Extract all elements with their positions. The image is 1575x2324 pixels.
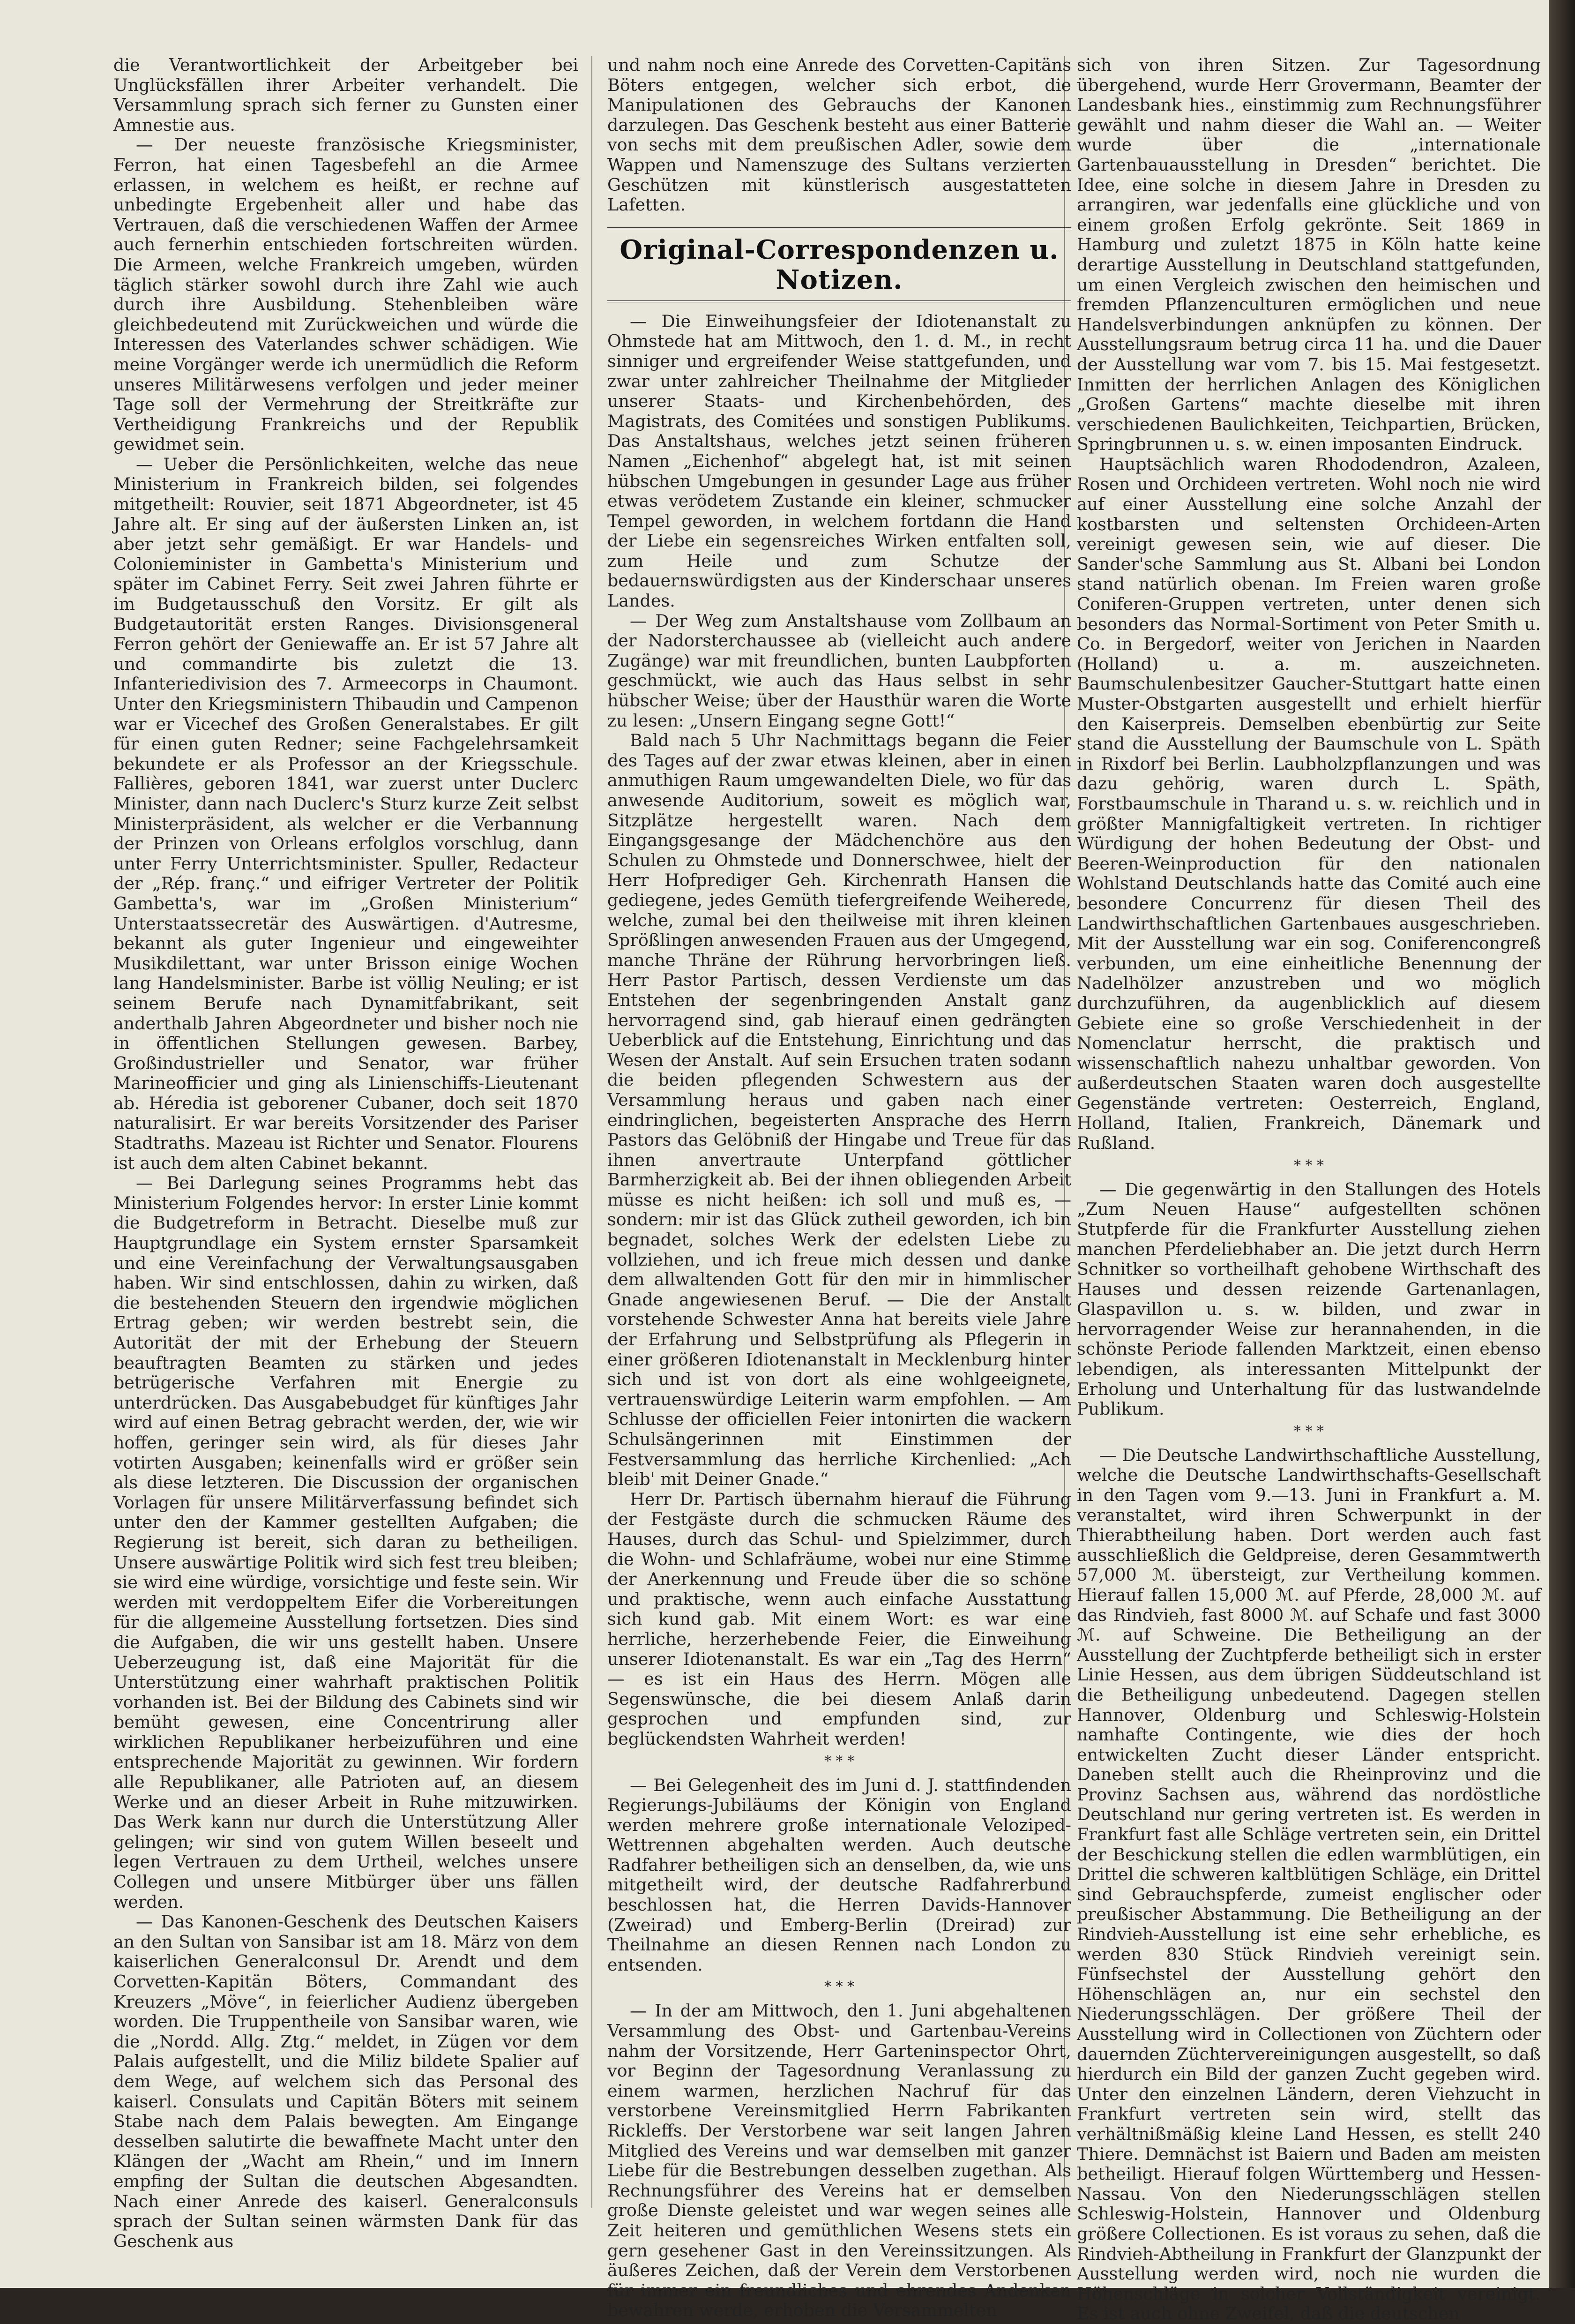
separator: * * * xyxy=(1293,1423,1324,1439)
section-heading: Original-Correspondenzen u. Notizen. xyxy=(607,227,1071,302)
column-1 xyxy=(113,55,578,2251)
scan-edge xyxy=(1549,0,1575,2288)
paragraph: und nahm noch eine Anrede des Corvetten-Capitäns Böters entgegen, welcher sich erbot, die Manipulationen des Gebrauchs der Kanonen darzulegen. Das Geschenk besteht aus einer Batterie von sechs mit dem preußischen Adler, sowie dem Wappen und Namenszuge des Sultans verzierten Geschützen mit künstlerisch ausgestatteten Lafetten. xyxy=(607,55,1071,215)
paragraph: — Das Kanonen-Geschenk des Deutschen Kaisers an den Sultan von Sansibar ist am 18. März von dem kaiserlichen Generalconsul Dr. Arendt und dem Corvetten-Kapitän Böters, Commandant des Kreuzers „Möve“, in feierlicher Audienz übergeben worden. Die Truppentheile von Sansibar waren, wie die „Nordd. Allg. Ztg.“ meldet, in Zügen vor dem Palais aufgestellt, und die Miliz bildete Spalier auf dem Wege, auf welchem sich das Personal des kaiserl. Consulats und Capitän Böters mit seinem Stabe nach dem Palais bewegten. Am Eingange desselben salutirte die bewaffnete Macht unter den Klängen der „Wacht am Rhein,“ und im Innern empfing der Sultan die deutschen Abgesandten. Nach einer Anrede des kaiserl. Generalconsuls sprach der Sultan seinen wärmsten Dank für das Geschenk aus xyxy=(113,1912,578,2251)
column-rule xyxy=(591,56,592,2208)
paragraph: — Die Deutsche Landwirthschaftliche Ausstellung, welche die Deutsche Landwirthschafts-Gesellschaft in den Tagen vom 9.—13. Juni in Frankfurt a. M. veranstaltet, wird ihren Schwerpunkt in der Thierabtheilung haben. Dort werden auch fast ausschließlich die Geldpreise, deren Gesammtwerth 57,000 ℳ. übersteigt, zur Vertheilung kommen. Hierauf fallen 15,000 ℳ. auf Pferde, 28,000 ℳ. auf das Rindvieh, fast 8000 ℳ. auf Schafe und fast 3000 ℳ. auf Schweine. Die Betheiligung an der Ausstellung der Zuchtpferde betheiligt sich in erster Linie Hessen, aus dem übrigen Süddeutschland ist die Betheiligung unbedeutend. Dagegen stellen Hannover, Oldenburg und Schleswig-Holstein namhafte Contingente, wie dies der hoch entwickelten Zucht dieser Länder entspricht. Daneben stellt auch die Rheinprovinz und die Provinz Sachsen aus, während das nordöstliche Deutschland nur gering vertreten ist. Es werden in Frankfurt fast alle Schläge vertreten sein, ein Drittel der Beschickung stellen die edlen warmblütigen, ein Drittel die schweren kaltblütigen Schläge, ein Drittel sind Gebrauchspferde, zumeist englischer oder preußischer Abstammung. Die Betheiligung an der Rindvieh-Ausstellung ist eine sehr erhebliche, es werden 830 Stück Rindvieh vereinigt sein. Fünfsechstel der Ausstellung gehört den Höhenschlägen an, nur ein sechstel den Niederungsschlägen. Der größere Theil der Ausstellung wird in Collectionen von Züchtern oder dauernden Züchtervereinigungen ausgestellt, so daß hierdurch ein Bild der ganzen Zucht gegeben wird. Unter den einzelnen Ländern, deren Viehzucht in Frankfurt vertreten sein wird, stellt das verhältnißmäßig kleine Land Hessen, es stellt 240 Thiere. Demnächst ist Baiern und Baden am meisten betheiligt. Hierauf folgen Württemberg und Hessen-Nassau. Von den Niederungsschlägen stellen Schleswig-Holstein, Hannover und Oldenburg größere Collectionen. Es ist voraus zu sehen, daß die Rindvieh-Abtheilung in Frankfurt der Glanzpunkt der Ausstellung werden wird, noch nie wurden die Höhenschläge in solcher Vollständigkeit vereinigt. Es ist auch ohne Zweifel, daß die deutschen xyxy=(1077,1445,1541,2324)
separator: * * * xyxy=(824,1979,855,1995)
paragraph: — Die Einweihungsfeier der Idiotenanstalt zu Ohmstede hat am Mittwoch, den 1. d. M., in recht sinniger und ergreifender Weise stattgefunden, und zwar unter zahlreicher Theilnahme der Mitglieder unserer Staats- und Kirchenbehörden, des Magistrats, des Comitées und sonstigen Publikums. Das Anstaltshaus, welches jetzt seinen früheren Namen „Eichenhof“ abgelegt hat, ist mit seinen hübschen Umgebungen in gesunder Lage aus früher etwas verödetem Zustande ein kleiner, schmucker Tempel geworden, in welchem fortdann die Hand der Liebe ein segensreiches Wirken entfalten soll, zum Heile und zum Schutze der bedauernswürdigsten aus der Kinderschaar unseres Landes. xyxy=(607,311,1071,611)
paragraph: sich von ihren Sitzen. Zur Tagesordnung übergehend, wurde Herr Grovermann, Beamter der Landesbank hies., einstimmig zum Rechnungsführer gewählt und nahm dieser die Wahl an. — Weiter wurde über die „internationale Gartenbauausstellung in Dresden“ berichtet. Die Idee, eine solche in diesem Jahre in Dresden zu arrangiren, war jedenfalls eine glückliche und von einem großen Erfolg gekrönte. Seit 1869 in Hamburg und zuletzt 1875 in Köln hatte keine derartige Ausstellung in Deutschland stattgefunden, um einen Vergleich zwischen den heimischen und fremden Pflanzenculturen ermöglichen und neue Handelsverbindungen anknüpfen zu können. Der Ausstellungsraum betrug circa 11 ha. und die Dauer der Ausstellung war vom 7. bis 15. Mai festgesetzt. Inmitten der herrlichen Anlagen des Königlichen „Großen Gartens“ machte dieselbe mit ihren verschiedenen Baulichkeiten, Teichpartien, Brücken, Springbrunnen u. s. w. einen imposanten Eindruck. xyxy=(1077,55,1541,455)
paragraph: — In der am Mittwoch, den 1. Juni abgehaltenen Versammlung des Obst- und Gartenbau-Vereins nahm der Vorsitzende, Herr Garteninspector Ohrt, vor Beginn der Tagesordnung Veranlassung zu einem warmen, herzlichen Nachruf für das verstorbene Vereinsmitglied Herrn Fabrikanten Rickleffs. Der Verstorbene war seit langen Jahren Mitglied des Vereins und war demselben mit ganzer Liebe für die Bestrebungen desselben zugethan. Als Rechnungsführer des Vereins hat er demselben große Dienste geleistet und war wegen seines alle Zeit heiteren und gemüthlichen Wesens stets ein gern gesehener Gast in den Vereinssitzungen. Als äußeres Zeichen, daß der Verein dem Verstorbenen für immer ein freundliches und ehrendes Andenken bewahren werde, erhoben die Versammelten xyxy=(607,2001,1071,2321)
paragraph: — Bei Gelegenheit des im Juni d. J. stattfindenden Regierungs-Jubiläums der Königin von England werden mehrere große internationale Veloziped-Wettrennen abgehalten werden. Auch deutsche Radfahrer betheiligen sich an denselben, da, wie uns mitgetheilt wird, der deutsche Radfahrerbund beschlossen hat, die Herren Davids-Hannover (Zweirad) und Emberg-Berlin (Dreirad) zur Theilnahme an diesen Rennen nach London zu entsenden. xyxy=(607,1775,1071,1975)
separator: * * * xyxy=(1293,1157,1324,1174)
paragraph: — Die gegenwärtig in den Stallungen des Hotels „Zum Neuen Hause“ aufgestellten schönen Stutpferde für die Frankfurter Ausstellung ziehen manchen Pferdeliebhaber an. Die jetzt durch Herrn Schnitker so vortheilhaft gehobene Wirthschaft des Hauses und dessen reizende Gartenanlagen, Glaspavillon u. s. w. bilden, und zwar in hervorragender Weise zur herannahenden, in die schönste Periode fallenden Marktzeit, einen ebenso lebendigen, als interessanten Mittelpunkt der Erholung und Unterhaltung für das lustwandelnde Publikum. xyxy=(1077,1179,1541,1419)
paragraph: — Der Weg zum Anstaltshause vom Zollbaum an der Nadorsterchaussee ab (vielleicht auch andere Zugänge) war mit freundlichen, bunten Laubpforten geschmückt, wie auch das Haus selbst in sehr hübscher Weise; über der Hausthür waren die Worte zu lesen: „Unsern Eingang segne Gott!“ xyxy=(607,610,1071,731)
paragraph: Bald nach 5 Uhr Nachmittags begann die Feier des Tages auf der zwar etwas kleinen, aber in einen anmuthigen Raum umgewandelten Diele, wo für das anwesende Auditorium, soweit es möglich war, Sitzplätze hergestellt waren. Nach dem Eingangsgesange der Mädchenchöre aus den Schulen zu Ohmstede und Donnerschwee, hielt der Herr Hofprediger Geh. Kirchenrath Hansen die gediegene, jedes Gemüth tiefergreifende Weiherede, welche, zumal bei den theilweise mit ihren kleinen Sprößlingen anwesenden Frauen aus der Umgegend, manche Thräne der Rührung hervorbringen ließ. Herr Pastor Partisch, dessen Verdienste um das Entstehen der segenbringenden Anstalt ganz hervorragend sind, gab hierauf einen gedrängten Ueberblick auf die Entstehung, Einrichtung und das Wesen der Anstalt. Auf sein Ersuchen traten sodann die beiden pflegenden Schwestern aus der Versammlung heraus und gaben nach einer eindringlichen, begeisterten Ansprache des Herrn Pastors das Gelöbniß der Hingabe und Treue für das ihnen anvertraute Unterpfand göttlicher Barmherzigkeit ab. Bei der ihnen obliegenden Arbeit müsse es nicht heißen: ich soll und muß es, — sondern: mir ist das Glück zutheil geworden, ich bin begnadet, solches Werk der edelsten Liebe zu vollziehen, und ich freue mich dessen und danke dem allwaltenden Gott für den mir in himmlischer Gnade angewiesenen Beruf. — Die der Anstalt vorstehende Schwester Anna hat bereits viele Jahre der Erfahrung und Selbstprüfung als Pflegerin in einer größeren Idiotenanstalt in Mecklenburg hinter sich und ist von dort als eine wohlgeeignete, vertrauenswürdige Leiterin warm empfohlen. — Am Schlusse der officiellen Feier intonirten die wackern Schulsängerinnen mit Einstimmen der Festversammlung das herrliche Kirchenlied: „Ach bleib' mit Deiner Gnade.“ xyxy=(607,730,1071,1490)
paragraph: Herr Dr. Partisch übernahm hierauf die Führung der Festgäste durch die schmucken Räume des Hauses, durch das Schul- und Spielzimmer, durch die Wohn- und Schlafräume, wobei nur eine Stimme der Anerkennung und Freude über die so schöne und praktische, wenn auch einfache Ausstattung sich kund gab. Mit einem Wort: es war eine herrliche, herzerhebende Feier, die Einweihung unserer Idiotenanstalt. Es war ein „Tag des Herrn“ — es ist ein Haus des Herrn. Mögen alle Segenswünsche, die bei diesem Anlaß darin gesprochen und empfunden sind, zur beglückendsten Wahrheit werden! xyxy=(607,1489,1071,1749)
paragraph: — Der neueste französische Kriegsminister, Ferron, hat einen Tagesbefehl an die Armee erlassen, in welchem es heißt, er rechne auf unbedingte Ergebenheit aller und habe das Vertrauen, daß die verschiedenen Waffen der Armee auch fernerhin entschieden fortschreiten würden. Die Armeen, welche Frankreich umgeben, würden täglich stärker sowohl durch ihre Zahl wie auch durch ihre Ausbildung. Stehenbleiben wäre gleichbedeutend mit Zurückweichen und würde die Interessen des Vaterlandes schwer schädigen. Wie meine Vorgänger werde ich unermüdlich die Reform unseres Militärwesens verfolgen und jeder meiner Tage soll der Vermehrung der Streitkräfte zur Vertheidigung Frankreichs und der Republik gewidmet sein. xyxy=(113,135,578,455)
separator: * * * xyxy=(824,1753,855,1769)
paragraph: — Bei Darlegung seines Programms hebt das Ministerium Folgendes hervor: In erster Linie kommt die Budgetreform in Betracht. Dieselbe muß zur Hauptgrundlage ein System ernster Sparsamkeit und eine Vereinfachung der Verwaltungsausgaben haben. Wir sind entschlossen, dahin zu wirken, daß die bestehenden Steuern den irgendwie möglichen Ertrag geben; wir werden bestrebt sein, die Autorität der mit der Erhebung der Steuern beauftragten Beamten zu stärken und jedes betrügerische Verfahren mit Energie zu unterdrücken. Das Ausgabebudget für künftiges Jahr wird auf einen Betrag gebracht werden, der, wie wir hoffen, geringer sein wird, als für dieses Jahr votirten Ausgaben; keinenfalls wird er größer sein als diese letzteren. Die Discussion der organischen Vorlagen für unsere Militärverfassung befindet sich unter den der Kammer gestellten Aufgaben; die Regierung ist bereit, sich daran zu betheiligen. Unsere auswärtige Politik wird sich fest treu bleiben; sie wird eine würdige, vorsichtige und feste sein. Wir werden mit verdoppeltem Eifer die Vorbereitungen für die allgemeine Ausstellung fortsetzen. Dies sind die Aufgaben, die wir uns gestellt haben. Unsere Ueberzeugung ist, daß eine Majorität für die Unterstützung einer wahrhaft praktischen Politik vorhanden ist. Bei der Bildung des Cabinets sind wir bemüht gewesen, eine Concentrirung aller wirklichen Republikaner herbeizuführen und eine entsprechende Majorität zu gewinnen. Wir fordern alle Republikaner, alle Patrioten auf, an diesem Werke und an dieser Arbeit in Ruhe mitzuwirken. Das Werk kann nur durch die Unterstützung Aller gelingen; wir sind von gutem Willen beseelt und legen Vertrauen zu dem Urtheil, welches unsere Collegen und unsere Mitbürger über uns fällen werden. xyxy=(113,1173,578,1912)
paragraph: die Verantwortlichkeit der Arbeitgeber bei Unglücksfällen ihrer Arbeiter verhandelt. Die Versammlung sprach sich ferner zu Gunsten einer Amnestie aus. xyxy=(113,55,578,135)
column-3 xyxy=(1077,55,1541,2324)
column-2 xyxy=(607,55,1071,2321)
paragraph: Hauptsächlich waren Rhododendron, Azaleen, Rosen und Orchideen vertreten. Wohl noch nie wird auf einer Ausstellung eine solche Anzahl der kostbarsten und seltensten Orchideen-Arten vereinigt gewesen sein, wie auf dieser. Die Sander'sche Sammlung aus St. Albani bei London stand natürlich obenan. Im Freien waren große Coniferen-Gruppen vertreten, unter denen sich besonders das Normal-Sortiment von Peter Smith u. Co. in Bergedorf, weiter von Jerichen in Naarden (Holland) u. a. m. auszeichneten. Baumschulenbesitzer Gaucher-Stuttgart hatte einen Muster-Obstgarten ausgestellt und erhielt hierfür den Kaiserpreis. Demselben ebenbürtig zur Seite stand die Ausstellung der Baumschule von L. Späth in Rixdorf bei Berlin. Laubholzpflanzungen und was dazu gehörig, waren durch L. Späth, Forstbaumschule in Tharand u. s. w. reichlich und in größter Mannigfaltigkeit vertreten. In richtiger Würdigung der hohen Bedeutung der Obst- und Beeren-Weinproduction für den nationalen Wohlstand Deutschlands hatte das Comité auch eine besondere Concurrenz für diesen Theil des Landwirthschaftlichen Gartenbaues ausgeschrieben. Mit der Ausstellung war ein sog. Coniferencongreß verbunden, um eine einheitliche Benennung der Nadelhölzer anzustreben und wo möglich durchzuführen, da augenblicklich auf diesem Gebiete eine so große Verschiedenheit in der Nomenclatur herrscht, die praktisch und wissenschaftlich nahezu unhaltbar geworden. Von außerdeutschen Staaten waren doch ausgestellte Gegenstände vertreten: Oesterreich, England, Holland, Italien, Frankreich, Dänemark und Rußland. xyxy=(1077,454,1541,1154)
paragraph: — Ueber die Persönlichkeiten, welche das neue Ministerium in Frankreich bilden, sei folgendes mitgetheilt: Rouvier, seit 1871 Abgeordneter, ist 45 Jahre alt. Er sing auf der äußersten Linken an, ist aber jetzt sehr gemäßigt. Er war Handels- und Colonieminister in Gambetta's Ministerium und später im Cabinet Ferry. Seit zwei Jahren führte er im Budgetausschuß den Vorsitz. Er gilt als Budgetautorität ersten Ranges. Divisionsgeneral Ferron gehört der Geniewaffe an. Er ist 57 Jahre alt und commandirte bis zuletzt die 13. Infanteriedivision des 7. Armeecorps in Chaumont. Unter den Kriegsministern Thibaudin und Campenon war er Vicechef des Großen Generalstabes. Er gilt für einen guten Redner; seine Fachgelehrsamkeit bekundete er als Professor an der Kriegsschule. Fallières, geboren 1841, war zuerst unter Duclerc Minister, dann nach Duclerc's Sturz kurze Zeit selbst Ministerpräsident, als welcher er die Verbannung der Prinzen von Orleans erfolglos vorschlug, dann unter Ferry Unterrichtsminister. Spuller, Redacteur der „Rép. franç.“ und eifriger Vertreter der Politik Gambetta's, war im „Großen Ministerium“ Unterstaatssecretär des Auswärtigen. d'Autresme, bekannt als guter Ingenieur und eingeweihter Musikdilettant, war unter Brisson einige Wochen lang Handelsminister. Barbe ist völlig Neuling; er ist seinem Berufe nach Dynamitfabrikant, seit anderthalb Jahren Abgeordneter und bisher noch nie in öffentlichen Stellungen gewesen. Barbey, Großindustrieller und Senator, war früher Marineofficier und ging als Linienschiffs-Lieutenant ab. Héredia ist geborener Cubaner, doch seit 1870 naturalisirt. Er war bereits Vorsitzender des Pariser Stadtraths. Mazeau ist Richter und Senator. Flourens ist auch dem alten Cabinet bekannt. xyxy=(113,454,578,1173)
